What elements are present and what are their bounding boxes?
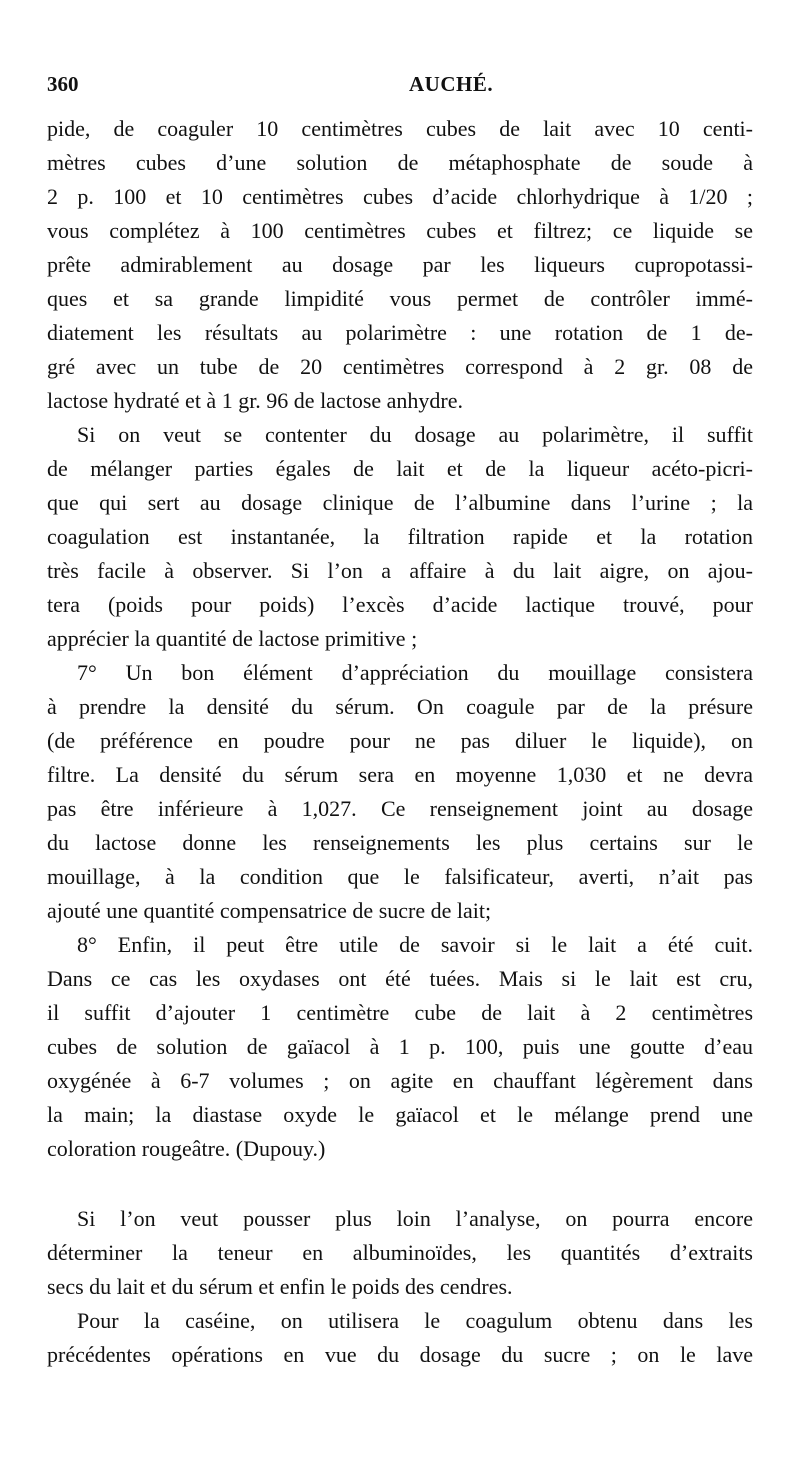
- paragraph: [47, 656, 753, 928]
- text-line: la main; la diastase oxyde le gaïacol et le mélange prend une: [47, 1102, 753, 1127]
- body-text: [47, 112, 753, 1372]
- text-line: (de préférence en poudre pour ne pas diluer le liquide), on: [47, 728, 753, 753]
- running-head: AUCHÉ.: [409, 72, 494, 96]
- text-line: tera (poids pour poids) l’excès d’acide lactique trouvé, pour: [47, 592, 753, 617]
- text-line: pide, de coaguler 10 centimètres cubes de lait avec 10 centi-: [47, 116, 753, 141]
- text-line: que qui sert au dosage clinique de l’albumine dans l’urine ; la: [47, 490, 753, 515]
- text-line: déterminer la teneur en albuminoïdes, les quantités d’extraits: [47, 1240, 753, 1265]
- text-line: diatement les résultats au polarimètre : une rotation de 1 de-: [47, 320, 753, 345]
- text-line: secs du lait et du sérum et enfin le poids des cendres.: [47, 1274, 513, 1299]
- text-line: à prendre la densité du sérum. On coagule par de la présure: [47, 694, 753, 719]
- text-line: Pour la caséine, on utilisera le coagulum obtenu dans les: [77, 1308, 753, 1333]
- paragraph: [47, 928, 753, 1166]
- text-line: Dans ce cas les oxydases ont été tuées. Mais si le lait est cru,: [47, 966, 753, 991]
- text-line: lactose hydraté et à 1 gr. 96 de lactose anhydre.: [47, 388, 464, 413]
- text-line: apprécier la quantité de lactose primitive ;: [47, 626, 418, 651]
- text-line: Si on veut se contenter du dosage au polarimètre, il suffit: [77, 422, 753, 447]
- text-line: oxygénée à 6-7 volumes ; on agite en chauffant légèrement dans: [47, 1068, 753, 1093]
- paragraph: [47, 112, 753, 418]
- text-line: filtre. La densité du sérum sera en moyenne 1,030 et ne devra: [47, 762, 753, 787]
- text-line: pas être inférieure à 1,027. Ce renseignement joint au dosage: [47, 796, 753, 821]
- text-line: cubes de solution de gaïacol à 1 p. 100, puis une goutte d’eau: [47, 1034, 753, 1059]
- text-line: 2 p. 100 et 10 centimètres cubes d’acide chlorhydrique à 1/20 ;: [47, 184, 753, 209]
- paragraph: [47, 418, 753, 656]
- text-line: mouillage, à la condition que le falsificateur, averti, n’ait pas: [47, 864, 753, 889]
- paragraph-gap: [47, 1166, 753, 1202]
- text-line: 7° Un bon élément d’appréciation du mouillage consistera: [77, 660, 753, 685]
- paragraph: [47, 1304, 753, 1372]
- text-line: précédentes opérations en vue du dosage du sucre ; on le lave: [47, 1342, 753, 1367]
- text-line: de mélanger parties égales de lait et de la liqueur acéto-picri-: [47, 456, 753, 481]
- text-line: coloration rougeâtre. (Dupouy.): [47, 1136, 326, 1161]
- text-line: Si l’on veut pousser plus loin l’analyse, on pourra encore: [77, 1206, 753, 1231]
- page-header: [47, 72, 753, 102]
- paragraph: [47, 1202, 753, 1304]
- text-line: vous complétez à 100 centimètres cubes et filtrez; ce liquide se: [47, 218, 753, 243]
- page-number: 360: [47, 72, 79, 96]
- text-line: 8° Enfin, il peut être utile de savoir si le lait a été cuit.: [77, 932, 753, 957]
- text-line: très facile à observer. Si l’on a affaire à du lait aigre, on ajou-: [47, 558, 753, 583]
- text-line: coagulation est instantanée, la filtration rapide et la rotation: [47, 524, 753, 549]
- text-line: ques et sa grande limpidité vous permet de contrôler immé-: [47, 286, 753, 311]
- text-line: ajouté une quantité compensatrice de sucre de lait;: [47, 898, 492, 923]
- text-line: il suffit d’ajouter 1 centimètre cube de lait à 2 centimètres: [47, 1000, 753, 1025]
- text-line: du lactose donne les renseignements les plus certains sur le: [47, 830, 753, 855]
- text-line: mètres cubes d’une solution de métaphosphate de soude à: [47, 150, 753, 175]
- text-line: gré avec un tube de 20 centimètres correspond à 2 gr. 08 de: [47, 354, 753, 379]
- text-line: prête admirablement au dosage par les liqueurs cupropotassi-: [47, 252, 753, 277]
